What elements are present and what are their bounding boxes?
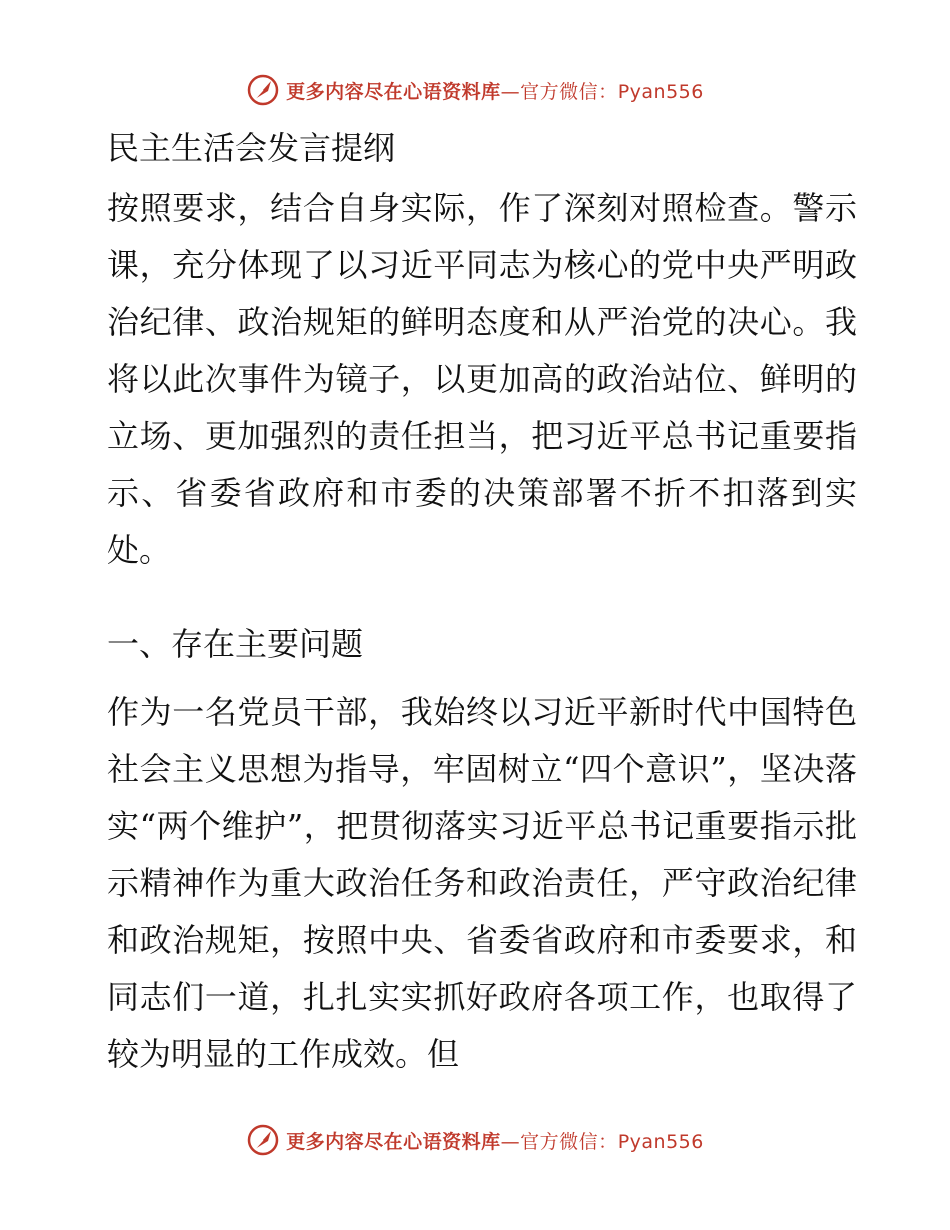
watermark-separator: — — [500, 80, 521, 103]
feather-pen-logo-icon — [246, 73, 280, 107]
paragraph-problems — [97, 684, 857, 1083]
watermark-wechat-label: 官方微信： — [520, 1130, 618, 1153]
paragraph-2-text: 作为一名党员干部，我始终以习近平新时代中国特色社会主义思想为指导，牢固树立“四个意识”，坚决落实“两个维护”，把贯彻落实习近平总书记重要指示批示精神作为重大政治任务和政治责任，严守政治纪律和政治规矩，按照中央、省委省政府和市委要求，和同志们一道，扎扎实实抓好政府各项工作，也取得了较为明显的工作成效。但 — [107, 693, 857, 1073]
watermark-banner-bottom — [0, 1120, 950, 1160]
watermark-banner-top — [0, 70, 950, 110]
watermark-wechat-id: Pyan556 — [617, 1130, 704, 1153]
paragraph-1-text: 按照要求，结合自身实际，作了深刻对照检查。警示课，充分体现了以习近平同志为核心的党中央严明政治纪律、政治规矩的鲜明态度和从严治党的决心。我将以此次事件为镜子，以更加高的政治站位、鲜明的立场、更加强烈的责任担当，把习近平总书记重要指示、省委省政府和市委的决策部署不折不扣落到实处。 — [107, 189, 857, 569]
watermark-separator: — — [500, 1130, 521, 1153]
watermark-wechat-label: 官方微信： — [520, 80, 618, 103]
feather-pen-logo-icon — [246, 1123, 280, 1157]
paragraph-intro — [97, 180, 857, 579]
document-title: 民主生活会发言提纲 — [107, 129, 396, 167]
watermark-wechat-id: Pyan556 — [617, 80, 704, 103]
watermark-library-text: 更多内容尽在心语资料库 — [286, 80, 501, 103]
section-heading-main-problems: 一、存在主要问题 — [107, 625, 364, 663]
watermark-text — [286, 1127, 704, 1154]
watermark-text — [286, 77, 704, 104]
watermark-library-text: 更多内容尽在心语资料库 — [286, 1130, 501, 1153]
